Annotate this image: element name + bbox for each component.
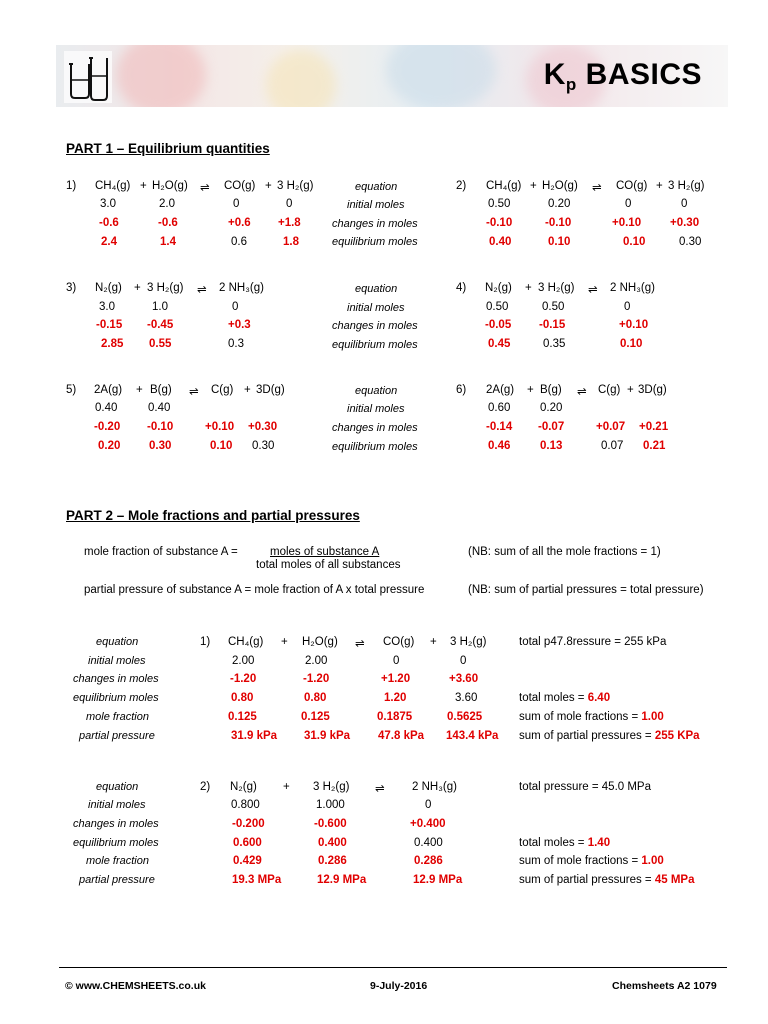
value: 0.21 [643, 440, 666, 452]
total-pressure: total p47.8ressure = 255 kPa [519, 636, 667, 648]
value: 0.30 [252, 440, 275, 452]
value: 0.46 [488, 440, 511, 452]
value: 0.80 [304, 692, 327, 704]
value: 2.00 [305, 655, 328, 667]
footer-website: © www.CHEMSHEETS.co.uk [65, 980, 206, 992]
species: C(g) [211, 384, 234, 396]
value: -0.10 [486, 217, 513, 229]
value: 31.9 kPa [304, 730, 351, 742]
value: 0.800 [231, 799, 260, 811]
row-label: equilibrium moles [73, 692, 159, 704]
problem-number: 6) [456, 384, 467, 396]
value: -0.10 [147, 421, 174, 433]
value: 0.3 [228, 338, 244, 350]
plus-sign: + [430, 636, 437, 648]
plus-sign: + [281, 636, 288, 648]
value: -0.07 [538, 421, 565, 433]
species: N₂(g) [485, 282, 512, 294]
problem-number: 4) [456, 282, 467, 294]
value: 3.0 [99, 301, 115, 313]
value: 0.40 [148, 402, 171, 414]
problem-number: 2) [456, 180, 467, 192]
equilibrium-arrow-icon: ⇌ [577, 386, 587, 398]
row-label: changes in moles [332, 218, 418, 230]
row-label: equation [355, 181, 398, 193]
value: +0.10 [205, 421, 235, 433]
row-label: equation [355, 283, 398, 295]
species: N₂(g) [95, 282, 122, 294]
row-label: partial pressure [79, 874, 155, 886]
value: 0.10 [620, 338, 643, 350]
value: +0.30 [248, 421, 278, 433]
row-label: equilibrium moles [73, 837, 159, 849]
row-label: changes in moles [332, 422, 418, 434]
value: 2.85 [101, 338, 124, 350]
value: 0.50 [488, 198, 511, 210]
value: 0.30 [679, 236, 702, 248]
glassware-icon [63, 50, 113, 104]
value: 0.30 [149, 440, 172, 452]
row-label: mole fraction [86, 711, 149, 723]
species: H₂O(g) [302, 636, 338, 648]
species: N₂(g) [230, 781, 257, 793]
value: 0.400 [414, 837, 443, 849]
species: B(g) [540, 384, 562, 396]
value: 1.000 [316, 799, 345, 811]
value: 0.60 [488, 402, 511, 414]
value: +0.400 [410, 818, 446, 830]
species: 3 H₂(g) [668, 180, 705, 192]
value: 0.35 [543, 338, 566, 350]
value: 0 [681, 198, 688, 210]
value: -0.15 [539, 319, 566, 331]
value: 0.07 [601, 440, 624, 452]
row-label: equation [96, 636, 139, 648]
value: -0.45 [147, 319, 174, 331]
species: 3 H₂(g) [450, 636, 487, 648]
row-label: initial moles [88, 655, 146, 667]
value: +1.8 [278, 217, 301, 229]
mole-fraction-note: (NB: sum of all the mole fractions = 1) [468, 546, 661, 558]
value: 0.20 [98, 440, 121, 452]
value: 19.3 MPa [232, 874, 282, 886]
value: 0 [425, 799, 432, 811]
species: CH₄(g) [95, 180, 131, 192]
value: 1.20 [384, 692, 407, 704]
equilibrium-arrow-icon: ⇌ [355, 638, 365, 650]
value: -0.6 [99, 217, 119, 229]
species: H₂O(g) [152, 180, 188, 192]
value: 0.45 [488, 338, 511, 350]
value: +0.07 [596, 421, 626, 433]
problem-number: 5) [66, 384, 77, 396]
value: -0.200 [232, 818, 265, 830]
value: 0.6 [231, 236, 247, 248]
plus-sign: + [525, 282, 532, 294]
value: 1.8 [283, 236, 299, 248]
species: 3D(g) [638, 384, 667, 396]
value: 0.55 [149, 338, 172, 350]
value: 0.600 [233, 837, 262, 849]
plus-sign: + [134, 282, 141, 294]
row-label: changes in moles [73, 818, 159, 830]
partial-pressure-label: partial pressure of substance A = mole fraction of A x total pressure [84, 584, 425, 596]
value: 0.10 [210, 440, 233, 452]
footer-date: 9-July-2016 [370, 980, 428, 992]
equilibrium-arrow-icon: ⇌ [200, 182, 210, 194]
total-moles: total moles = 1.40 [519, 837, 611, 849]
plus-sign: + [656, 180, 663, 192]
equilibrium-arrow-icon: ⇌ [197, 284, 207, 296]
plus-sign: + [244, 384, 251, 396]
value: 12.9 MPa [413, 874, 463, 886]
species: 3 H₂(g) [313, 781, 350, 793]
plus-sign: + [136, 384, 143, 396]
species: CH₄(g) [486, 180, 522, 192]
row-label: equation [355, 385, 398, 397]
value: 0.10 [623, 236, 646, 248]
plus-sign: + [283, 781, 290, 793]
value: 0 [625, 198, 632, 210]
value: 0.400 [318, 837, 347, 849]
value: 0.125 [228, 711, 257, 723]
footer-rule [59, 967, 727, 968]
value: -1.20 [303, 673, 330, 685]
species: CO(g) [616, 180, 648, 192]
value: 0 [393, 655, 400, 667]
row-label: equilibrium moles [332, 441, 418, 453]
row-label: equilibrium moles [332, 339, 418, 351]
value: 0 [460, 655, 467, 667]
value: 2.4 [101, 236, 117, 248]
species: 3D(g) [256, 384, 285, 396]
value: -0.6 [158, 217, 178, 229]
species: CO(g) [383, 636, 415, 648]
species: CO(g) [224, 180, 256, 192]
value: 0.20 [540, 402, 563, 414]
value: 143.4 kPa [446, 730, 499, 742]
total-pressure: total pressure = 45.0 MPa [519, 781, 652, 793]
plus-sign: + [530, 180, 537, 192]
species: 2A(g) [94, 384, 123, 396]
value: 0.50 [542, 301, 565, 313]
value: 0.1875 [377, 711, 413, 723]
species: 2A(g) [486, 384, 515, 396]
species: H₂O(g) [542, 180, 578, 192]
equilibrium-arrow-icon: ⇌ [189, 386, 199, 398]
value: +0.10 [612, 217, 642, 229]
value: +0.10 [619, 319, 649, 331]
value: 0.125 [301, 711, 330, 723]
species: C(g) [598, 384, 621, 396]
value: 2.00 [232, 655, 255, 667]
value: 0 [286, 198, 293, 210]
mole-fraction-denominator: total moles of all substances [256, 559, 401, 571]
row-label: equation [96, 781, 139, 793]
value: 0 [232, 301, 239, 313]
value: -0.600 [314, 818, 347, 830]
value: 0.50 [486, 301, 509, 313]
plus-sign: + [527, 384, 534, 396]
row-label: changes in moles [332, 320, 418, 332]
value: +0.6 [228, 217, 251, 229]
row-label: partial pressure [79, 730, 155, 742]
value: 0.5625 [447, 711, 483, 723]
species: 2 NH₃(g) [412, 781, 457, 793]
row-label: equilibrium moles [332, 236, 418, 248]
value: 0.40 [489, 236, 512, 248]
value: +1.20 [381, 673, 411, 685]
total-moles: total moles = 6.40 [519, 692, 611, 704]
value: +0.30 [670, 217, 700, 229]
value: -1.20 [230, 673, 257, 685]
sum-partial-pressures: sum of partial pressures = 45 MPa [519, 874, 695, 886]
value: 0.13 [540, 440, 563, 452]
part2-heading: PART 2 – Mole fractions and partial pressures [66, 508, 360, 523]
value: 0.286 [414, 855, 443, 867]
footer-code: Chemsheets A2 1079 [612, 980, 717, 992]
value: 12.9 MPa [317, 874, 367, 886]
value: 2.0 [159, 198, 175, 210]
equilibrium-arrow-icon: ⇌ [592, 182, 602, 194]
species: B(g) [150, 384, 172, 396]
problem-number: 2) [200, 781, 211, 793]
row-label: initial moles [347, 302, 405, 314]
value: 3.60 [455, 692, 478, 704]
equilibrium-arrow-icon: ⇌ [588, 284, 598, 296]
value: -0.10 [545, 217, 572, 229]
value: -0.05 [485, 319, 512, 331]
sum-mole-fractions: sum of mole fractions = 1.00 [519, 855, 664, 867]
species: 2 NH₃(g) [219, 282, 264, 294]
equilibrium-arrow-icon: ⇌ [375, 783, 385, 795]
row-label: initial moles [88, 799, 146, 811]
value: 31.9 kPa [231, 730, 278, 742]
row-label: mole fraction [86, 855, 149, 867]
species: 3 H₂(g) [277, 180, 314, 192]
problem-number: 3) [66, 282, 77, 294]
mole-fraction-label: mole fraction of substance A = [84, 546, 238, 558]
value: 3.0 [100, 198, 116, 210]
problem-number: 1) [200, 636, 211, 648]
value: 47.8 kPa [378, 730, 425, 742]
species: CH₄(g) [228, 636, 264, 648]
value: 0.80 [231, 692, 254, 704]
value: 0 [624, 301, 631, 313]
value: -0.15 [96, 319, 123, 331]
sum-partial-pressures: sum of partial pressures = 255 KPa [519, 730, 700, 742]
value: 0.40 [95, 402, 118, 414]
problem-number: 1) [66, 180, 77, 192]
plus-sign: + [265, 180, 272, 192]
species: 3 H₂(g) [538, 282, 575, 294]
value: +3.60 [449, 673, 479, 685]
page-title: $K_p$ BASICS [543, 58, 702, 94]
value: -0.20 [94, 421, 121, 433]
value: 0.286 [318, 855, 347, 867]
species: 3 H₂(g) [147, 282, 184, 294]
value: -0.14 [486, 421, 513, 433]
row-label: changes in moles [73, 673, 159, 685]
partial-pressure-note: (NB: sum of partial pressures = total pressure) [468, 584, 704, 596]
sum-mole-fractions: sum of mole fractions = 1.00 [519, 711, 664, 723]
value: +0.3 [228, 319, 251, 331]
row-label: initial moles [347, 403, 405, 415]
plus-sign: + [627, 384, 634, 396]
value: 0.20 [548, 198, 571, 210]
row-label: initial moles [347, 199, 405, 211]
value: 0 [233, 198, 240, 210]
species: 2 NH₃(g) [610, 282, 655, 294]
value: 0.10 [548, 236, 571, 248]
value: 1.0 [152, 301, 168, 313]
value: +0.21 [639, 421, 669, 433]
part1-heading: PART 1 – Equilibrium quantities [66, 141, 270, 156]
mole-fraction-numerator: moles of substance A [270, 546, 380, 558]
plus-sign: + [140, 180, 147, 192]
value: 0.429 [233, 855, 262, 867]
value: 1.4 [160, 236, 176, 248]
